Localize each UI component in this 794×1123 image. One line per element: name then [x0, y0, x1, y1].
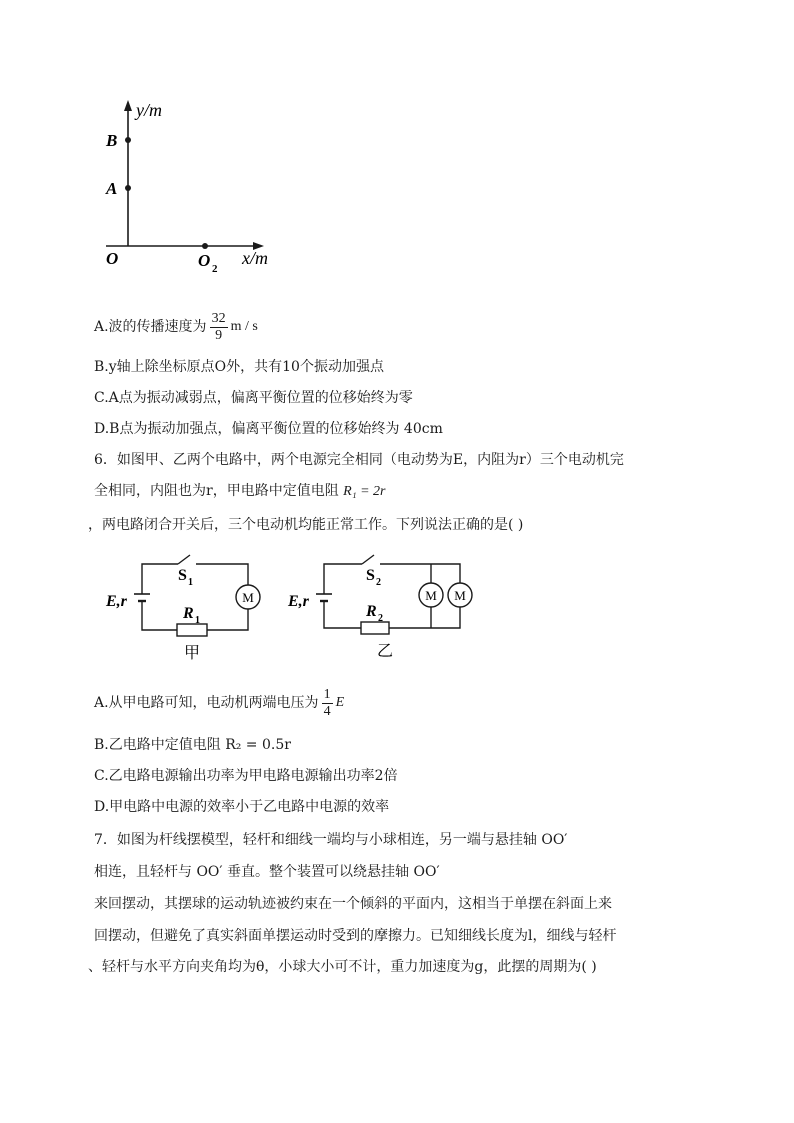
- q6-option-c: C.乙电路电源输出功率为甲电路电源输出功率2倍: [94, 768, 398, 784]
- circuit-jia-wire-bottom: [142, 605, 177, 630]
- y-axis-arrow: [124, 100, 132, 111]
- circuit-yi-wire-bottom: [324, 605, 361, 628]
- q6-option-a-text: A.从甲电路可知，电动机两端电压为: [94, 695, 319, 711]
- q6-fraction-denominator: 4: [323, 703, 331, 719]
- circuit-yi-wire-top-right: [380, 564, 460, 583]
- circuit-yi-wire-top-left: [324, 564, 362, 582]
- circuit-yi-switch-subscript: 2: [376, 577, 381, 588]
- q7-stem-line-2: 相连，且轻杆与 OO′ 垂直。整个装置可以绕悬挂轴 OO′: [94, 864, 440, 880]
- circuit-jia-wire-right: [207, 609, 248, 630]
- q6-stem-line-2-text: 全相同，内阻也为r，甲电路中定值电阻: [94, 483, 344, 499]
- q6-option-d: D.甲电路中电源的效率小于乙电路中电源的效率: [94, 799, 390, 815]
- circuit-yi-switch-blade: [362, 555, 374, 564]
- circuit-yi-motor-2-label: M: [454, 588, 466, 603]
- q6-option-a-fraction: [322, 687, 333, 720]
- circuit-jia-wire-top-left: [142, 564, 178, 582]
- circuit-yi-caption: 乙: [376, 643, 394, 660]
- q7-stem-line-1: 7．如图为杆线摆模型，轻杆和细线一端均与小球相连，另一端与悬挂轴 OO′: [94, 832, 568, 848]
- q6-option-b: B.乙电路中定值电阻 R₂ = 0.5r: [94, 737, 291, 753]
- q5-fraction-denominator: 9: [215, 327, 223, 343]
- circuit-jia-switch-blade: [178, 555, 190, 564]
- point-o2-subscript: 2: [212, 263, 218, 275]
- circuit-jia-source-label: E,r: [106, 593, 127, 610]
- origin-label: O: [106, 249, 119, 268]
- circuit-jia: [100, 552, 270, 664]
- circuit-yi-motor-1-label: M: [425, 588, 437, 603]
- q5-fraction-numerator: 32: [211, 310, 226, 326]
- point-a-dot: [125, 185, 131, 191]
- q6-fraction-numerator: 1: [323, 686, 331, 702]
- q5-option-a-unit: m / s: [230, 319, 258, 334]
- circuit-yi-resistor: [361, 622, 389, 634]
- q6-formula-r1: R₁ = 2r: [343, 484, 386, 499]
- circuit-jia-resistor: [177, 624, 207, 636]
- circuit-yi-resistor-label: R: [366, 603, 377, 620]
- x-axis-label: x/m: [242, 248, 268, 268]
- coordinate-graph: [96, 96, 296, 281]
- circuit-jia-switch-subscript: 1: [188, 577, 193, 588]
- q6-stem-line-3: ，两电路闭合开关后，三个电动机均能正常工作。下列说法正确的是( ): [88, 517, 524, 533]
- q6-option-a: [94, 683, 344, 723]
- circuit-yi-switch-label: S: [366, 567, 375, 584]
- circuit-jia-resistor-subscript: 1: [195, 615, 200, 626]
- point-b-dot: [125, 137, 131, 143]
- y-axis-label: y/m: [136, 100, 162, 120]
- q6-option-a-suffix: E: [335, 695, 345, 710]
- q5-option-a-text: A.波的传播速度为: [94, 319, 207, 335]
- point-b-label: B: [106, 131, 118, 150]
- circuit-yi-source-label: E,r: [288, 593, 309, 610]
- q5-option-a-fraction: [210, 311, 228, 344]
- circuit-jia-switch-label: S: [178, 567, 187, 584]
- point-a-label: A: [106, 179, 118, 198]
- circuit-jia-motor-label: M: [242, 590, 254, 605]
- circuit-yi-resistor-subscript: 2: [378, 613, 383, 624]
- q7-stem-line-5: 、轻杆与水平方向夹角均为θ，小球大小可不计，重力加速度为g，此摆的周期为( ): [88, 959, 597, 975]
- q7-stem-line-4: 回摆动，但避免了真实斜面单摆运动时受到的摩擦力。已知细线长度为l，细线与轻杆: [94, 928, 617, 944]
- circuit-yi: [282, 552, 482, 664]
- q6-stem-line-2: [94, 481, 385, 502]
- circuit-jia-caption: 甲: [183, 645, 201, 662]
- q5-option-b: B.y轴上除坐标原点O外，共有10个振动加强点: [94, 359, 384, 375]
- circuit-jia-resistor-label: R: [183, 605, 194, 622]
- circuit-jia-wire-top-right: [196, 564, 248, 585]
- q5-option-a: [94, 307, 258, 347]
- point-o2-dot: [202, 243, 208, 249]
- circuit-yi-wire-right: [389, 607, 460, 628]
- q5-option-c: C.A点为振动减弱点，偏离平衡位置的位移始终为零: [94, 390, 413, 406]
- point-o2-label: O: [198, 251, 211, 270]
- q7-stem-line-3: 来回摆动，其摆球的运动轨迹被约束在一个倾斜的平面内，这相当于单摆在斜面上来: [94, 896, 612, 912]
- q5-option-d: D.B点为振动加强点，偏离平衡位置的位移始终为 40cm: [94, 421, 443, 437]
- q6-stem-line-1: 6．如图甲、乙两个电路中，两个电源完全相同（电动势为E，内阻为r）三个电动机完: [94, 452, 624, 468]
